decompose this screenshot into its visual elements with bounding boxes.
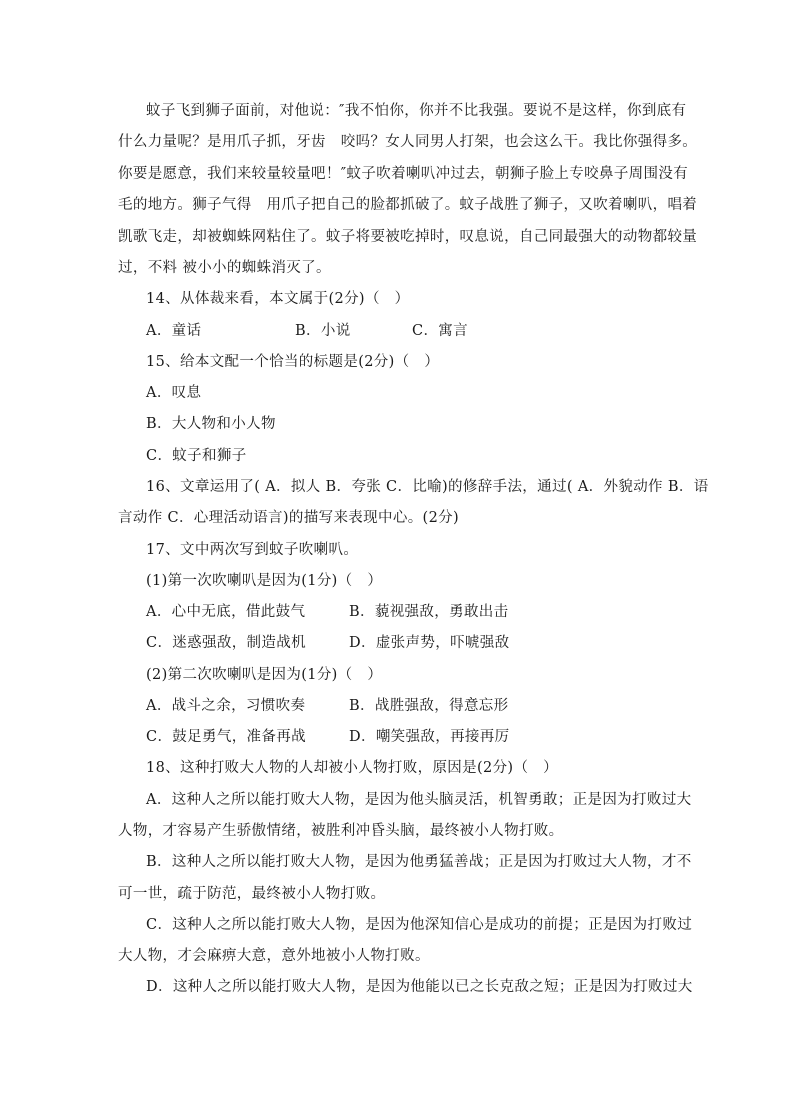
question-15-stem: 15、给本文配一个恰当的标题是(2分)（ ） (146, 354, 440, 370)
question-17-stem: 17、文中两次写到蚊子吹喇叭。 (146, 542, 359, 558)
question-17-sub2-option-c: C．鼓足勇气，准备再战 (146, 729, 306, 745)
question-15-option-a: A．叹息 (146, 385, 202, 401)
question-16-line-1: 16、文章运用了( A．拟人 B．夸张 C．比喻)的修辞手法，通过( A．外貌动作 B．语 (146, 479, 709, 495)
question-17-sub1-option-b: B．藐视强敌，勇敢出击 (349, 604, 509, 620)
question-17-sub1-option-c: C．迷惑强敌，制造战机 (146, 635, 306, 651)
question-17-sub2-option-d: D．嘲笑强敌，再接再厉 (349, 729, 510, 745)
passage-line-1: 蚊子飞到狮子面前，对他说：″我不怕你，你并不比我强。要说不是这样，你到底有 (146, 103, 687, 119)
question-17-sub1-option-a: A．心中无底，借此鼓气 (146, 604, 306, 620)
question-14-stem: 14、从体裁来看，本文属于(2分)（ ） (146, 291, 410, 307)
question-18-option-a-line-1: A．这种人之所以能打败大人物，是因为他头脑灵活，机智勇敢；正是因为打败过大 (146, 792, 692, 808)
question-17-sub2-stem: (2)第二次吹喇叭是因为(1分)（ ） (146, 667, 383, 683)
question-18-option-a-line-2: 人物，才容易产生骄傲情绪，被胜利冲昏头脑，最终被小人物打败。 (118, 823, 564, 839)
question-14-option-c: C．寓言 (412, 323, 468, 339)
question-17-sub1-stem: (1)第一次吹喇叭是因为(1分)（ ） (146, 573, 383, 589)
question-15-option-c: C．蚊子和狮子 (146, 448, 247, 464)
passage-line-5: 凯歌飞走，却被蜘蛛网粘住了。蚊子将要被吃掉时，叹息说，自己同最强大的动物都较量 (118, 229, 698, 245)
question-18-option-b-line-1: B．这种人之所以能打败大人物，是因为他勇猛善战；正是因为打败过大人物，才不 (146, 854, 692, 870)
question-17-sub1-option-d: D．虚张声势，吓唬强敌 (349, 635, 510, 651)
question-18-option-b-line-2: 可一世，疏于防范，最终被小人物打败。 (118, 886, 386, 902)
question-18-option-c-line-2: 大人物，才会麻痹大意，意外地被小人物打败。 (118, 948, 430, 964)
question-14-option-b: B．小说 (295, 323, 351, 339)
question-15-option-b: B．大人物和小人物 (146, 416, 276, 432)
question-18-stem: 18、这种打败大人物的人却被小人物打败，原因是(2分)（ ） (146, 760, 558, 776)
question-18-option-d-line-1: D．这种人之所以能打败大人物，是因为他能以已之长克敌之短；正是因为打败过大 (146, 979, 693, 995)
question-18-option-c-line-1: C．这种人之所以能打败大人物，是因为他深知信心是成功的前提；正是因为打败过 (146, 917, 693, 933)
question-16-line-2: 言动作 C．心理活动语言)的描写来表现中心。(2分) (118, 510, 459, 526)
passage-line-2: 什么力量呢？是用爪子抓，牙齿 咬吗？女人同男人打架，也会这么干。我比你强得多。 (118, 134, 698, 150)
passage-line-6: 过，不料 被小小的蜘蛛消灭了。 (118, 260, 331, 276)
passage-line-3: 你要是愿意，我们来较量较量吧！″蚊子吹着喇叭冲过去，朝狮子脸上专咬鼻子周围没有 (118, 166, 689, 182)
question-17-sub2-option-a: A．战斗之余，习惯吹奏 (146, 698, 306, 714)
question-14-option-a: A．童话 (146, 323, 202, 339)
passage-line-4: 毛的地方。狮子气得 用爪子把自己的脸都抓破了。蚊子战胜了狮子，又吹着喇叭，唱着 (118, 197, 698, 213)
question-17-sub2-option-b: B．战胜强敌，得意忘形 (349, 698, 509, 714)
